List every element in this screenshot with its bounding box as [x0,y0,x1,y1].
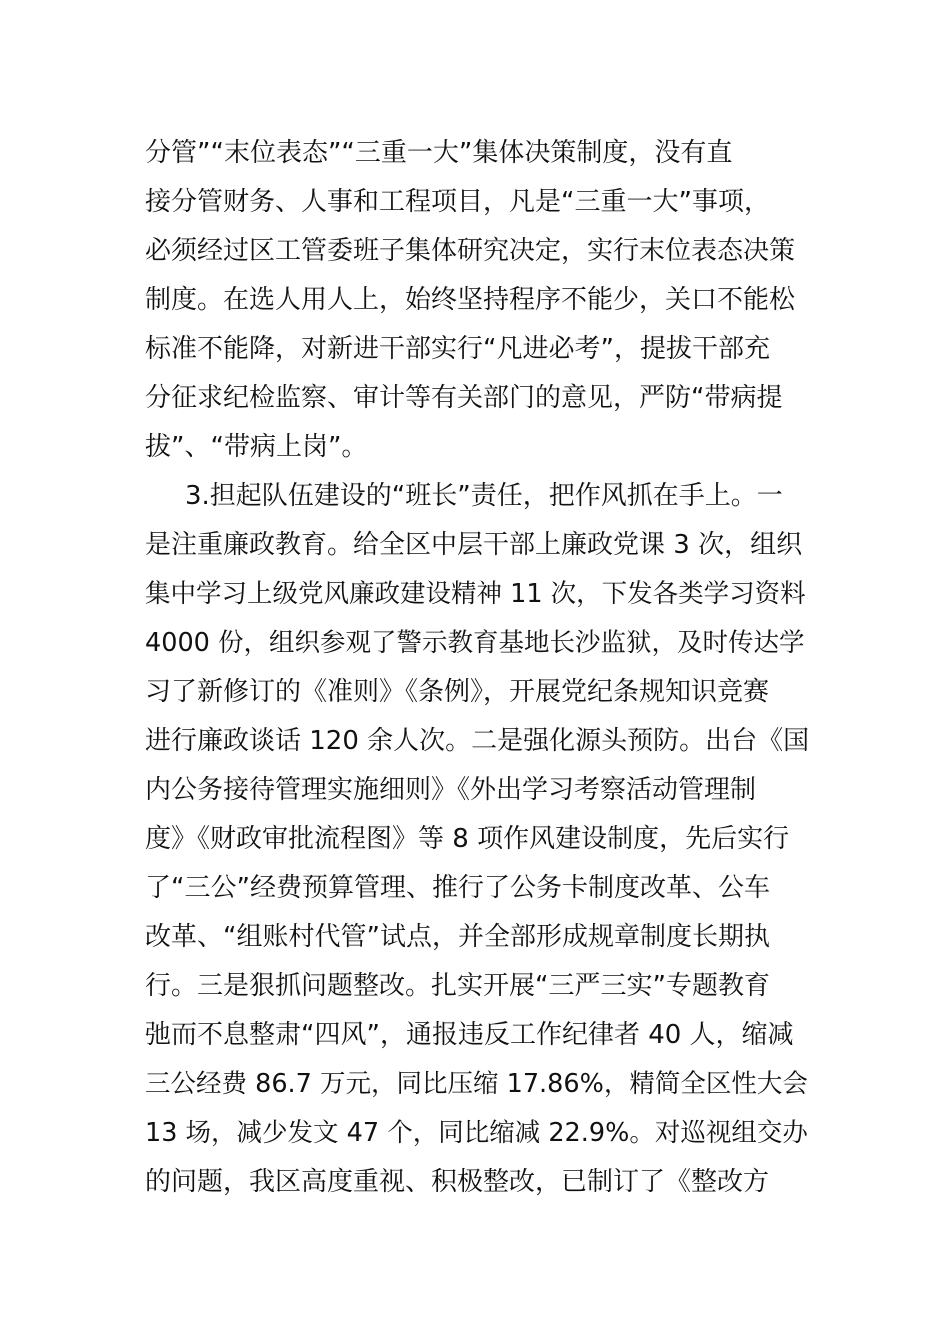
text-line-8: 3.担起队伍建设的“班长”责任，把作风抓在手上。一 [185,481,783,511]
text-line-16: 了“三公”经费预算管理、推行了公务卡制度改革、公车 [145,873,770,903]
text-line-4: 制度。在选人用人上，始终坚持程序不能少，关口不能松 [145,285,796,315]
text-line-15: 度》《财政审批流程图》等 8 项作风建设制度，先后实行 [145,824,790,854]
text-line-9: 是注重廉政教育。给全区中层干部上廉政党课 3 次，组织 [145,530,803,560]
text-line-19: 弛而不息整肃“四风”，通报违反工作纪律者 40 人，缩减 [145,1020,794,1050]
text-line-18: 行。三是狠抓问题整改。扎实开展“三严三实”专题教育 [145,971,770,1001]
text-line-5: 标准不能降，对新进干部实行“凡进必考”，提拔干部充 [145,334,770,364]
text-line-2: 接分管财务、人事和工程项目，凡是“三重一大”事项， [145,187,770,217]
text-line-10: 集中学习上级党风廉政建设精神 11 次，下发各类学习资料 [145,579,806,609]
text-line-7: 拔”、“带病上岗”。 [145,432,368,462]
text-line-11: 4000 份，组织参观了警示教育基地长沙监狱，及时传达学 [145,628,805,658]
text-line-22: 的问题，我区高度重视、积极整改，已制订了《整改方 [145,1167,770,1197]
text-line-21: 13 场，减少发文 47 个，同比缩减 22.9%。对巡视组交办 [145,1118,808,1148]
text-line-12: 习了新修订的《准则》《条例》，开展党纪条规知识竞赛 [145,677,770,707]
text-line-14: 内公务接待管理实施细则》《外出学习考察活动管理制 [145,775,757,805]
text-line-20: 三公经费 86.7 万元，同比压缩 17.86%，精简全区性大会 [145,1069,808,1099]
text-line-13: 进行廉政谈话 120 余人次。二是强化源头预防。出台《国 [145,726,810,756]
text-line-3: 必须经过区工管委班子集体研究决定，实行末位表态决策 [145,236,796,266]
text-line-1: 分管”“末位表态”“三重一大”集体决策制度，没有直 [145,138,733,168]
text-line-17: 改革、“组账村代管”试点，并全部形成规章制度长期执 [145,922,770,952]
text-line-6: 分征求纪检监察、审计等有关部门的意见，严防“带病提 [145,383,783,413]
